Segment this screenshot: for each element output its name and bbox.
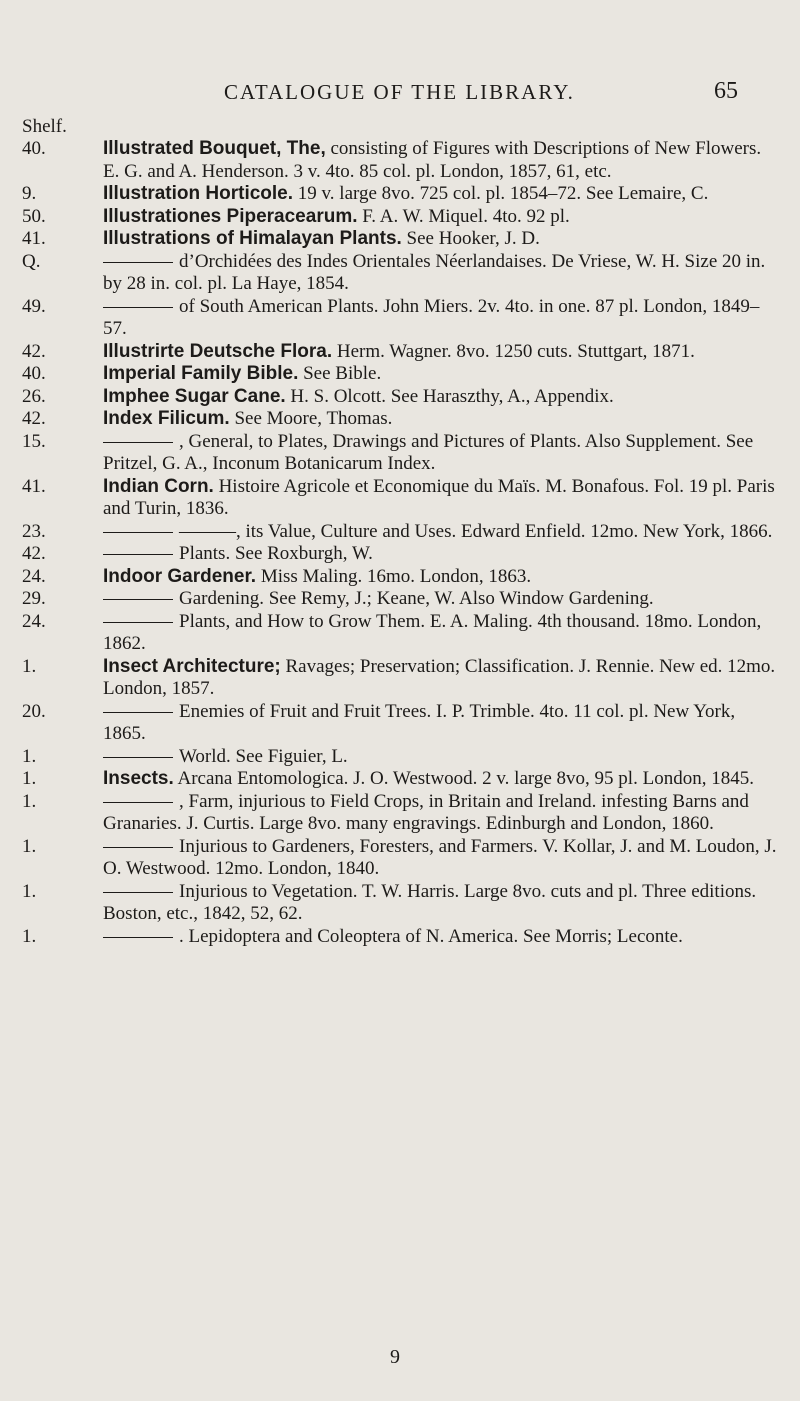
entry-text xyxy=(103,836,782,881)
entry-text xyxy=(103,206,782,229)
entry-text xyxy=(103,296,782,341)
entry-text xyxy=(103,656,782,701)
entry-description: of South American Plants. John Miers. 2v. 4to. in one. 87 pl. London, 1849–57. xyxy=(103,295,760,339)
ditto-rule xyxy=(103,307,173,308)
shelf-number: 1. xyxy=(22,745,37,767)
entry-text xyxy=(103,881,782,926)
entry-text xyxy=(103,386,782,409)
entry-text xyxy=(103,611,782,656)
entry-text xyxy=(103,251,782,296)
ditto-rule xyxy=(103,442,173,443)
entry-text xyxy=(103,431,782,476)
catalogue-entry xyxy=(0,881,800,926)
entry-description: ———, its Value, Culture and Uses. Edward Enfield. 12mo. New York, 1866. xyxy=(179,520,773,542)
catalogue-entry xyxy=(0,476,800,521)
entry-description: F. A. W. Miquel. 4to. 92 pl. xyxy=(357,205,570,227)
catalogue-entry xyxy=(0,926,800,949)
catalogue-entry xyxy=(0,836,800,881)
catalogue-entry xyxy=(0,206,800,229)
entry-description: , Farm, injurious to Field Crops, in Britain and Ireland. infesting Barns and Granaries. J. Curtis. Large 8vo. many engravings. Edinburgh and London, 1860. xyxy=(103,790,749,834)
catalogue-entry xyxy=(0,228,800,251)
entry-heading: Imphee Sugar Cane. xyxy=(103,385,286,407)
entry-description: World. See Figuier, L. xyxy=(179,745,348,767)
entry-description: Injurious to Vegetation. T. W. Harris. Large 8vo. cuts and pl. Three editions. Boston, etc., 1842, 52, 62. xyxy=(103,880,757,924)
page-number: 65 xyxy=(714,78,738,104)
catalogue-entry xyxy=(0,431,800,476)
shelf-number: 49. xyxy=(22,295,46,317)
entry-text xyxy=(103,521,782,544)
shelf-number: 41. xyxy=(22,475,46,497)
catalogue-entry xyxy=(0,341,800,364)
shelf-number: 24. xyxy=(22,565,46,587)
entry-text xyxy=(103,588,782,611)
ditto-rule xyxy=(103,757,173,758)
shelf-number: 1. xyxy=(22,768,37,789)
entry-heading: Insects. xyxy=(103,768,174,789)
entry-text xyxy=(103,183,782,206)
ditto-rule xyxy=(103,599,173,600)
entry-description: d’Orchidées des Indes Orientales Néerlandaises. De Vriese, W. H. Size 20 in. by 28 in. col. pl. La Haye, 1854. xyxy=(103,250,766,294)
catalogue-entry xyxy=(0,296,800,341)
entry-heading: Illustrationes Piperacearum. xyxy=(103,205,358,227)
shelf-number: 1. xyxy=(22,835,37,857)
entry-text xyxy=(103,543,782,566)
shelf-number: 40. xyxy=(22,138,46,159)
catalogue-entry xyxy=(0,386,800,409)
catalogue-entry xyxy=(0,566,800,589)
entry-text xyxy=(103,746,782,769)
shelf-number: 42. xyxy=(22,543,46,564)
signature-mark: 9 xyxy=(390,1346,400,1368)
entry-description: See Bible. xyxy=(298,363,382,384)
entry-description: consisting of Figures with Descriptions of New Flowers. E. G. and A. Henderson. 3 v. 4to. 85 col. pl. London, 1857, 61, etc. xyxy=(103,138,762,182)
catalogue-entry xyxy=(0,701,800,746)
entry-description: 19 v. large 8vo. 725 col. pl. 1854–72. See Lemaire, C. xyxy=(293,183,709,204)
shelf-number: 20. xyxy=(22,700,46,722)
entry-description: See Hooker, J. D. xyxy=(401,228,540,249)
entry-text xyxy=(103,138,782,183)
entry-text xyxy=(103,341,782,364)
entry-description: Plants. See Roxburgh, W. xyxy=(179,543,373,564)
shelf-number: 23. xyxy=(22,520,46,542)
catalogue-entry xyxy=(0,543,800,566)
entry-text xyxy=(103,566,782,589)
shelf-number: 1. xyxy=(22,655,37,677)
entry-text xyxy=(103,363,782,386)
ditto-rule xyxy=(103,802,173,803)
entry-text xyxy=(103,228,782,251)
catalogue-entry xyxy=(0,183,800,206)
entry-description: Herm. Wagner. 8vo. 1250 cuts. Stuttgart, 1871. xyxy=(332,340,695,362)
catalogue-entry xyxy=(0,768,800,791)
shelf-number: 26. xyxy=(22,385,46,407)
entry-heading: Illustration Horticole. xyxy=(103,183,294,204)
entry-text xyxy=(103,926,782,949)
shelf-number: 1. xyxy=(22,880,37,902)
entry-text xyxy=(103,768,782,791)
entry-text xyxy=(103,701,782,746)
shelf-number: 24. xyxy=(22,610,46,632)
entry-heading: Insect Architecture; xyxy=(103,655,281,677)
catalogue-entries xyxy=(0,138,800,948)
shelf-number: 41. xyxy=(22,228,46,249)
shelf-number: 29. xyxy=(22,588,46,609)
shelf-number: 9. xyxy=(22,183,37,204)
ditto-rule xyxy=(103,937,173,938)
shelf-number: 15. xyxy=(22,430,46,452)
ditto-rule xyxy=(103,532,173,533)
shelf-number: 42. xyxy=(22,408,46,429)
ditto-rule xyxy=(103,712,173,713)
entry-description: See Moore, Thomas. xyxy=(229,408,393,429)
ditto-rule xyxy=(103,262,173,263)
catalogue-entry xyxy=(0,251,800,296)
entry-description: Enemies of Fruit and Fruit Trees. I. P. Trimble. 4to. 11 col. pl. New York, 1865. xyxy=(103,700,736,744)
shelf-column-heading: Shelf. xyxy=(22,116,67,137)
ditto-rule xyxy=(103,554,173,555)
entry-text xyxy=(103,408,782,431)
entry-description: , General, to Plates, Drawings and Pictures of Plants. Also Supplement. See Pritzel, G. A., Inconum Botanicarum Index. xyxy=(103,430,754,474)
ditto-rule xyxy=(103,847,173,848)
running-title: CATALOGUE OF THE LIBRARY. xyxy=(224,80,575,104)
catalogue-entry xyxy=(0,138,800,183)
entry-text xyxy=(103,476,782,521)
catalogue-entry xyxy=(0,521,800,544)
shelf-number: 42. xyxy=(22,340,46,362)
catalogue-entry xyxy=(0,588,800,611)
entry-description: Histoire Agricole et Economique du Maïs. M. Bonafous. Fol. 19 pl. Paris and Turin, 1836. xyxy=(103,475,775,519)
entry-heading: Illustrirte Deutsche Flora. xyxy=(103,340,333,362)
shelf-number: 1. xyxy=(22,790,37,812)
entry-heading: Indian Corn. xyxy=(103,475,214,497)
entry-description: Arcana Entomologica. J. O. Westwood. 2 v. large 8vo, 95 pl. London, 1845. xyxy=(173,768,754,789)
catalogue-entry xyxy=(0,791,800,836)
catalogue-entry xyxy=(0,408,800,431)
shelf-number: Q. xyxy=(22,250,41,272)
catalogue-entry xyxy=(0,656,800,701)
ditto-rule xyxy=(103,892,173,893)
entry-description: Gardening. See Remy, J.; Keane, W. Also Window Gardening. xyxy=(179,588,654,609)
entry-description: Ravages; Preservation; Classification. J. Rennie. New ed. 12mo. London, 1857. xyxy=(103,655,776,699)
page-header xyxy=(0,80,800,110)
ditto-rule xyxy=(103,622,173,623)
catalogue-entry xyxy=(0,363,800,386)
entry-description: Miss Maling. 16mo. London, 1863. xyxy=(256,565,532,587)
entry-description: . Lepidoptera and Coleoptera of N. America. See Morris; Leconte. xyxy=(179,925,683,947)
catalogue-entry xyxy=(0,746,800,769)
shelf-number: 40. xyxy=(22,363,46,384)
entry-heading: Indoor Gardener. xyxy=(103,565,257,587)
entry-heading: Illustrations of Himalayan Plants. xyxy=(103,228,402,249)
shelf-number: 50. xyxy=(22,205,46,227)
entry-heading: Illustrated Bouquet, The, xyxy=(103,138,326,159)
entry-description: H. S. Olcott. See Haraszthy, A., Appendix. xyxy=(285,385,614,407)
shelf-number: 1. xyxy=(22,925,37,947)
entry-text xyxy=(103,791,782,836)
entry-heading: Imperial Family Bible. xyxy=(103,363,299,384)
entry-description: Plants, and How to Grow Them. E. A. Maling. 4th thousand. 18mo. London, 1862. xyxy=(103,610,762,654)
entry-heading: Index Filicum. xyxy=(103,408,230,429)
catalogue-entry xyxy=(0,611,800,656)
entry-description: Injurious to Gardeners, Foresters, and Farmers. V. Kollar, J. and M. Loudon, J. O. Westwood. 12mo. London, 1840. xyxy=(103,835,777,879)
